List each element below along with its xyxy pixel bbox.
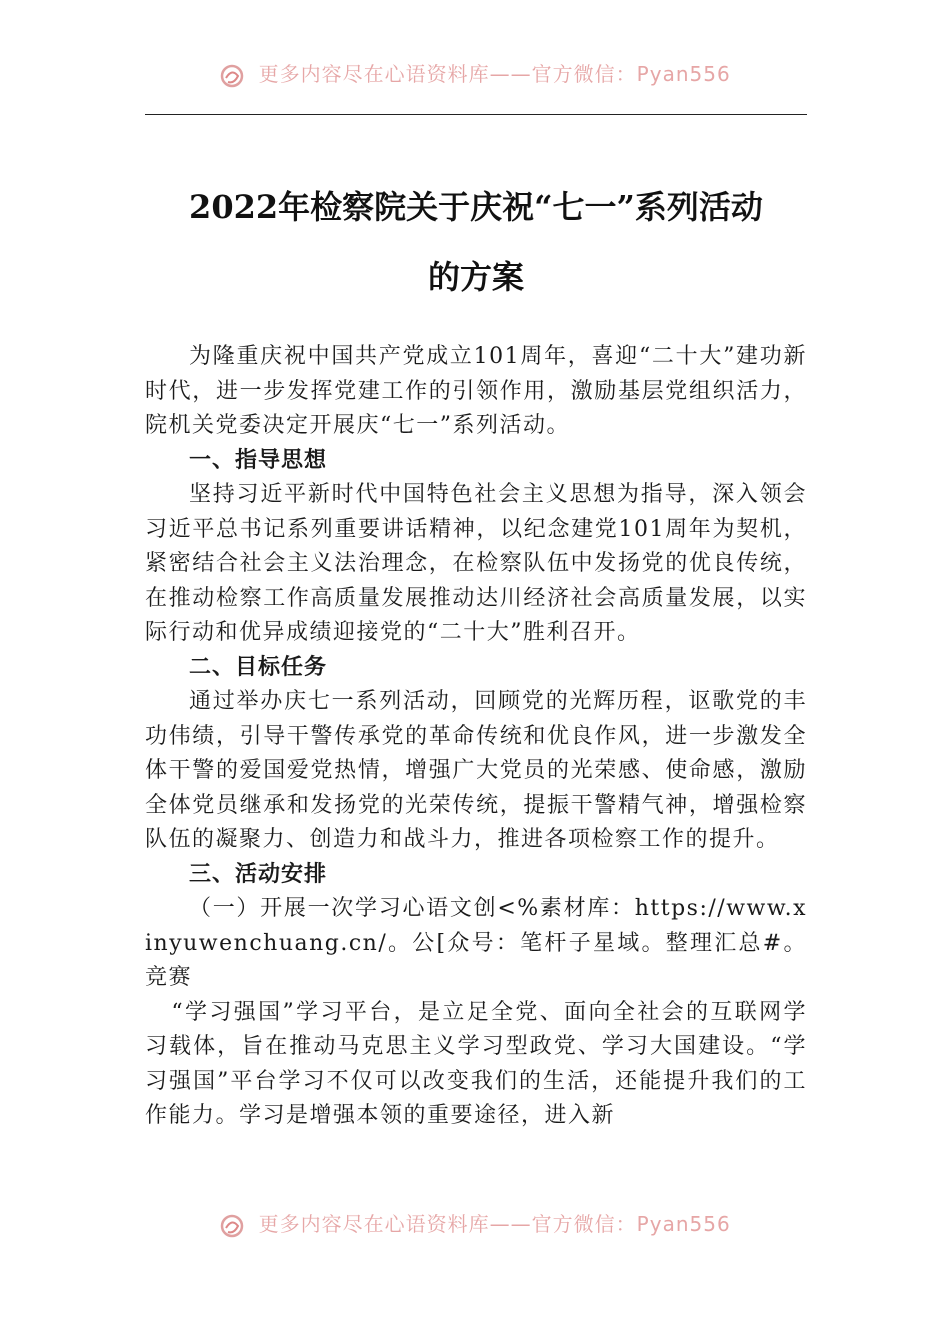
document-body — [145, 340, 807, 1134]
header-watermark-text: 更多内容尽在心语资料库——官方微信：Pyan556 — [258, 62, 731, 86]
body-paragraph: 通过举办庆七一系列活动，回顾党的光辉历程，讴歌党的丰功伟绩，引导干警传承党的革命传统和优良作风，进一步激发全体干警的爱国爱党热情，增强广大党员的光荣感、使命感，激励全体党员继承和发扬党的光荣传统，提振干警精气神，增强检察队伍的凝聚力、创造力和战斗力，推进各项检察工作的提升。 — [145, 689, 807, 852]
subsection-paragraph: （一）开展一次学习心语文创<%素材库：https://www.xinyuwenchuang.cn/。公[众号：笔杆子星域。整理汇总#。竞赛 — [145, 896, 807, 990]
body-paragraph: 坚持习近平新时代中国特色社会主义思想为指导，深入领会习近平总书记系列重要讲话精神，以纪念建党101周年为契机，紧密结合社会主义法治理念，在检察队伍中发扬党的优良传统，在推动检察工作高质量发展推动达川经济社会高质量发展，以实际行动和优异成绩迎接党的“二十大”胜利召开。 — [145, 482, 807, 645]
title-line-2: 的方案 — [427, 258, 524, 296]
footer-watermark — [0, 1208, 950, 1239]
section-heading: 一、指导思想 — [189, 447, 328, 473]
intro-paragraph: 为隆重庆祝中国共产党成立101周年，喜迎“二十大”建功新时代，进一步发挥党建工作的引领作用，激励基层党组织活力，院机关党委决定开展庆“七一”系列活动。 — [145, 344, 807, 438]
footer-watermark-text: 更多内容尽在心语资料库——官方微信：Pyan556 — [258, 1212, 731, 1236]
section-heading: 二、目标任务 — [189, 654, 328, 680]
body-paragraph: “学习强国”学习平台，是立足全党、面向全社会的互联网学习载体，旨在推动马克思主义学习型政党、学习大国建设。“学习强国”平台学习不仅可以改变我们的生活，还能提升我们的工作能力。学习是增强本领的重要途径，进入新 — [145, 999, 807, 1128]
header-watermark — [0, 58, 950, 89]
section-heading: 三、活动安排 — [189, 861, 328, 887]
title-line-1: 2022年检察院关于庆祝“七一”系列活动 — [189, 188, 763, 226]
header-divider — [145, 114, 807, 115]
document-title — [145, 172, 807, 312]
brand-logo-icon — [219, 1213, 245, 1239]
brand-logo-icon — [219, 63, 245, 89]
